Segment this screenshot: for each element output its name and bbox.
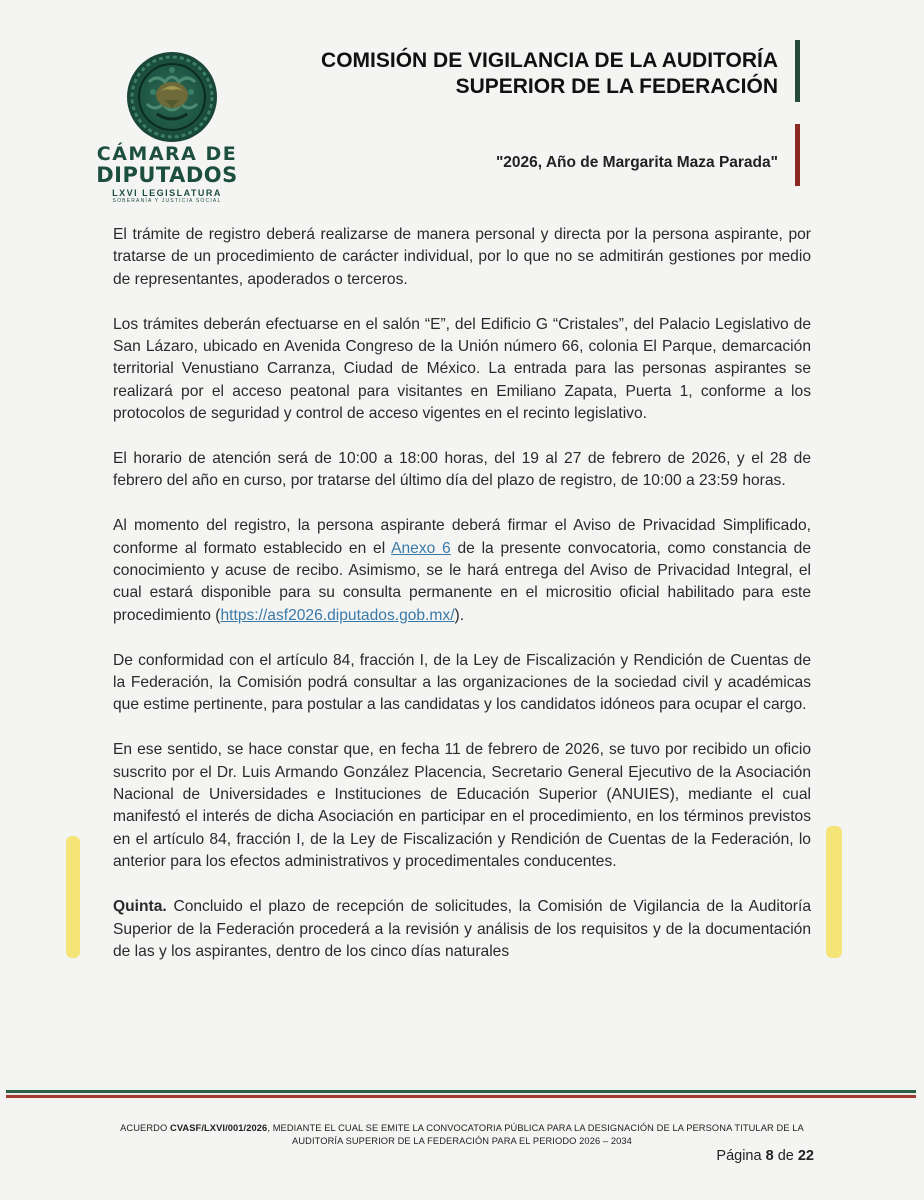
- title-line-2: SUPERIOR DE LA FEDERACIÓN: [455, 75, 778, 98]
- anexo-6-link[interactable]: Anexo 6: [391, 539, 451, 557]
- paragraph-quinta: [113, 896, 811, 963]
- footer-agreement-reference: [60, 1122, 864, 1147]
- footer-text-a: , MEDIANTE EL CUAL SE EMITE LA CONVOCATORIA PÚBLICA PARA LA DESIGNACIÓN DE LA PERSONA TITULAR DE LA: [267, 1123, 804, 1133]
- micrositio-link[interactable]: https://asf2026.diputados.gob.mx/: [220, 606, 455, 624]
- footer-stripe-red: [6, 1095, 916, 1098]
- header-slogan: "2026, Año de Margarita Maza Parada": [495, 154, 778, 171]
- logo-text-camara: CÁMARA DE: [96, 143, 238, 165]
- paragraph-horario: El horario de atención será de 10:00 a 18:00 horas, del 19 al 27 de febrero de 2026, y el 28 de febrero del año en curso, por tratarse del último día del plazo de registro, de 10:00 a 23:59 horas.: [113, 450, 811, 490]
- seal-graphic: [127, 52, 217, 142]
- paragraph-registro-personal: El trámite de registro deberá realizarse de manera personal y directa por la persona aspirante, por tratarse de un procedimiento de carácter individual, por lo que no se admitirán gestiones por medio de representantes, apoderados o terceros.: [113, 226, 811, 288]
- page-label: Página: [716, 1148, 766, 1164]
- footer-line-2: AUDITORÍA SUPERIOR DE LA FEDERACIÓN PARA EL PERIODO 2026 – 2034: [292, 1135, 632, 1146]
- logo-text-legislatura: LXVI LEGISLATURA: [112, 188, 222, 198]
- footer-code: CVASF/LXVI/001/2026: [170, 1123, 268, 1133]
- quinta-heading: Quinta.: [113, 898, 167, 916]
- page-total: 22: [797, 1148, 814, 1164]
- footer-line-1: [60, 1122, 864, 1135]
- title-line-1: COMISIÓN DE VIGILANCIA DE LA AUDITORÍA: [321, 49, 778, 72]
- quinta-text: Concluido el plazo de recepción de solicitudes, la Comisión de Vigilancia de la Auditoría Superior de la Federación procederá a la revisión y análisis de los requisitos y de la documentación de las y los aspirantes, dentro de los cinco días naturales: [113, 898, 811, 960]
- eagle-seal-icon: [127, 52, 217, 142]
- aviso-text-c: ).: [454, 606, 465, 624]
- aviso-text-a: Al momento del registro, la persona aspirante deberá firmar el Aviso de Privacidad Simplificado, conforme al formato establecido en el: [113, 517, 811, 557]
- logo-text-diputados: DIPUTADOS: [96, 163, 238, 187]
- highlighter-mark-right: [826, 826, 842, 958]
- page-current: 8: [765, 1148, 774, 1164]
- header-divider-green: [795, 40, 800, 102]
- footer-prefix: ACUERDO: [120, 1123, 170, 1133]
- page-title: [218, 48, 778, 100]
- paragraph-anuies: En ese sentido, se hace constar que, en fecha 11 de febrero de 2026, se tuvo por recibido un oficio suscrito por el Dr. Luis Armando González Placencia, Secretario General Ejecutivo de la Asociación Nacional de Universidades e Instituciones de Educación Superior (ANUIES), mediante el cual manifestó el interés de dicha Asociación en participar en el procedimiento, en los términos previstos en el artículo 84, fracción I, de la Ley de Fiscalización y Rendición de Cuentas de la Federación, lo anterior para los efectos administrativos y procedimentales conducentes.: [113, 741, 811, 871]
- paragraph-lugar-tramites: Los trámites deberán efectuarse en el salón “E”, del Edificio G “Cristales”, del Palacio Legislativo de San Lázaro, ubicado en Avenida Congreso de la Unión número 66, colonia El Parque, demarcación territorial Venustiano Carranza, Ciudad de México. La entrada para las personas aspirantes se realizará por el acceso peatonal para visitantes en Emiliano Zapata, Puerta 1, conforme a los protocolos de seguridad y control de acceso vigentes en el recinto legislativo.: [113, 315, 811, 423]
- document-body: [113, 224, 811, 986]
- page-of: de: [773, 1148, 798, 1164]
- page-number: [716, 1148, 814, 1164]
- aviso-text-b: de la presente convocatoria, como constancia de conocimiento y acuse de recibo. Asimismo, se le hará entrega del Aviso de Privacidad Integral, el cual estará disponible para su consulta permanente en el micrositio oficial habilitado para este procedimiento (: [113, 539, 811, 624]
- paragraph-articulo-84: De conformidad con el artículo 84, fracción I, de la Ley de Fiscalización y Rendición de Cuentas de la Federación, la Comisión podrá consultar a las organizaciones de la sociedad civil y académicas que estime pertinente, para postular a las candidatas y los candidatos idóneos para ocupar el cargo.: [113, 651, 811, 714]
- logo-text-motto: SOBERANÍA Y JUSTICIA SOCIAL: [112, 198, 222, 204]
- highlighter-mark-left: [66, 836, 80, 958]
- paragraph-aviso-privacidad: [113, 515, 811, 627]
- header-divider-red: [795, 124, 800, 186]
